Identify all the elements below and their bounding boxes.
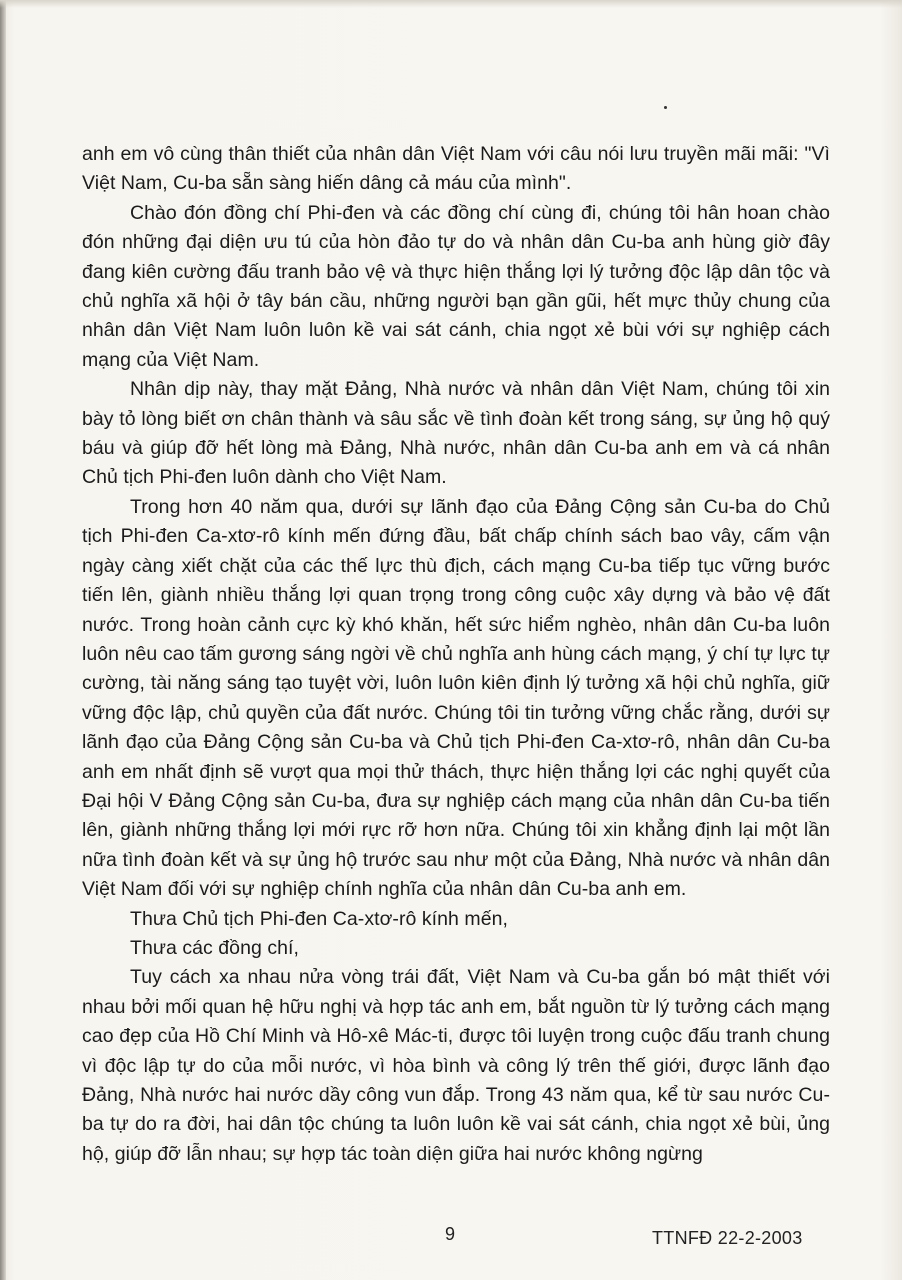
salutation-1: Thưa Chủ tịch Phi-đen Ca-xtơ-rô kính mến, [130, 907, 508, 930]
paragraph-3: Nhân dịp này, thay mặt Đảng, Nhà nước và nhân dân Việt Nam, chúng tôi xin bày tỏ lòng biết ơn chân thành và sâu sắc về tình đoàn kết trong sáng, sự ủng hộ quý báu và giúp đỡ hết lòng mà Đảng, Nhà nước, nhân dân Cu-ba anh em và cá nhân Chủ tịch Phi-đen luôn dành cho Việt Nam. [82, 378, 830, 489]
page-number: 9 [445, 1224, 456, 1244]
page-top-edge [0, 0, 902, 8]
paragraph-1: anh em vô cùng thân thiết của nhân dân Việt Nam với câu nói lưu truyền mãi mãi: "Vì Việt Nam, Cu-ba sẵn sàng hiến dâng cả máu của mình". [82, 143, 830, 195]
page-left-edge [0, 0, 6, 1280]
salutation-2: Thưa các đồng chí, [130, 936, 299, 959]
ink-speck [664, 106, 667, 109]
paragraph-5: Tuy cách xa nhau nửa vòng trái đất, Việt Nam và Cu-ba gắn bó mật thiết với nhau bởi mối quan hệ hữu nghị và hợp tác anh em, bắt nguồn từ lý tưởng cách mạng cao đẹp của Hồ Chí Minh và Hô-xê Mác-ti, được tôi luyện trong cuộc đấu tranh chung vì độc lập tự do của mỗi nước, vì hòa bình và công lý trên thế giới, được lãnh đạo Đảng, Nhà nước hai nước dầy công vun đắp. Trong 43 năm qua, kể từ sau nước Cu-ba tự do ra đời, hai dân tộc chúng ta luôn luôn kề vai sát cánh, chia ngọt xẻ bùi, ủng hộ, giúp đỡ lẫn nhau; sự hợp tác toàn diện giữa hai nước không ngừng [82, 966, 830, 1165]
paragraph-4: Trong hơn 40 năm qua, dưới sự lãnh đạo của Đảng Cộng sản Cu-ba do Chủ tịch Phi-đen Ca-xtơ-rô kính mến đứng đầu, bất chấp chính sách bao vây, cấm vận ngày càng xiết chặt của các thế lực thù địch, cách mạng Cu-ba tiếp tục vững bước tiến lên, giành nhiều thắng lợi quan trọng trong công cuộc xây dựng và bảo vệ đất nước. Trong hoàn cảnh cực kỳ khó khăn, hết sức hiểm nghèo, nhân dân Cu-ba luôn luôn nêu cao tấm gương sáng ngời về chủ nghĩa anh hùng cách mạng, ý chí tự lực tự cường, tài năng sáng tạo tuyệt vời, luôn luôn kiên định lý tưởng xã hội chủ nghĩa, giữ vững độc lập, chủ quyền của đất nước. Chúng tôi tin tưởng vững chắc rằng, dưới sự lãnh đạo của Đảng Cộng sản Cu-ba và Chủ tịch Phi-đen Ca-xtơ-rô, nhân dân Cu-ba anh em nhất định sẽ vượt qua mọi thử thách, thực hiện thắng lợi các nghị quyết của Đại hội V Đảng Cộng sản Cu-ba, đưa sự nghiệp cách mạng của nhân dân Cu-ba tiến lên, giành những thắng lợi mới rực rỡ hơn nữa. Chúng tôi xin khẳng định lại một lần nữa tình đoàn kết và sự ủng hộ trước sau như một của Đảng, Nhà nước và nhân dân Việt Nam đối với sự nghiệp chính nghĩa của nhân dân Cu-ba anh em. [82, 495, 830, 901]
document-body [82, 140, 830, 1169]
paragraph-2: Chào đón đồng chí Phi-đen và các đồng chí cùng đi, chúng tôi hân hoan chào đón những đại diện ưu tú của hòn đảo tự do và nhân dân Cu-ba anh hùng giờ đây đang kiên cường đấu tranh bảo vệ và thực hiện thắng lợi lý tưởng độc lập dân tộc và chủ nghĩa xã hội ở tây bán cầu, những người bạn gần gũi, hết mực thủy chung của nhân dân Việt Nam luôn luôn kề vai sát cánh, chia ngọt xẻ bùi với sự nghiệp cách mạng của Việt Nam. [82, 201, 830, 371]
footer-reference: TTNFĐ 22-2-2003 [652, 1228, 803, 1248]
